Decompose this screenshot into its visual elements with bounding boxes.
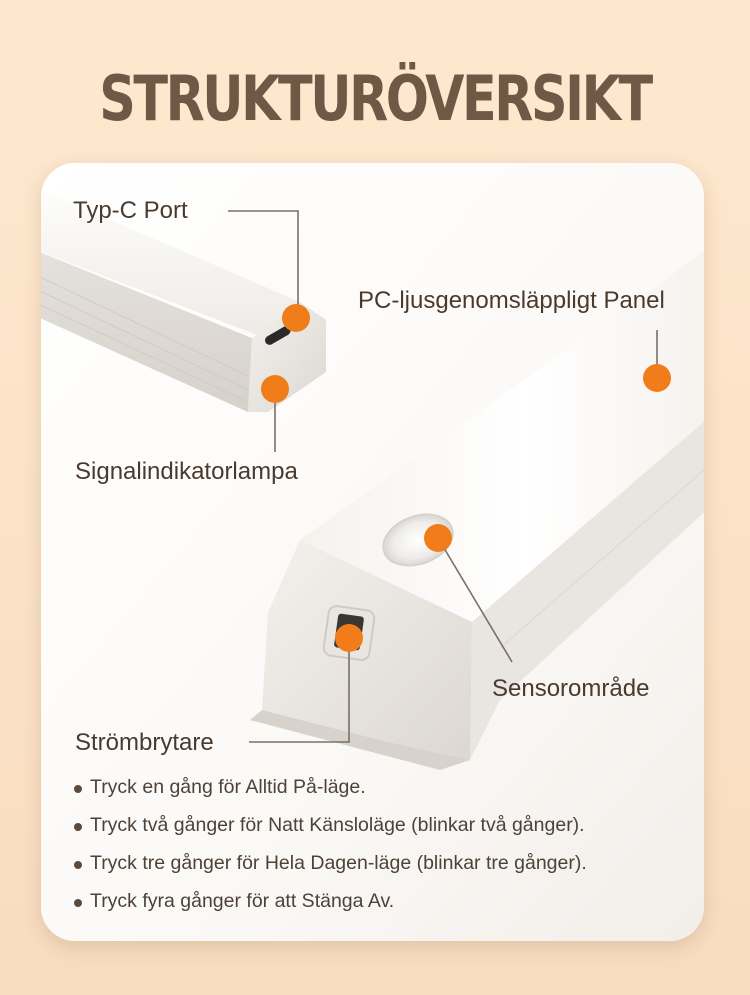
label-power-switch: Strömbrytare — [75, 729, 214, 756]
label-typec-port: Typ-C Port — [73, 197, 188, 224]
marker-dot-icon — [282, 304, 310, 332]
list-item: Tryck tre gånger för Hela Dagen-läge (blinkar tre gånger). — [74, 844, 587, 882]
marker-dot-icon — [335, 624, 363, 652]
label-signal-lamp: Signalindikatorlampa — [75, 458, 298, 485]
page-title: STRUKTURÖVERSIKT — [99, 62, 651, 135]
marker-dot-icon — [424, 524, 452, 552]
list-item: Tryck två gånger för Natt Känsloläge (blinkar två gånger). — [74, 806, 587, 844]
marker-dot-icon — [261, 375, 289, 403]
instruction-list — [74, 768, 587, 920]
list-item: Tryck en gång för Alltid På-läge. — [74, 768, 587, 806]
list-item: Tryck fyra gånger för att Stänga Av. — [74, 882, 587, 920]
label-pc-panel: PC-ljusgenomsläppligt Panel — [358, 287, 665, 314]
label-sensor-area: Sensorområde — [492, 675, 650, 702]
marker-dot-icon — [643, 364, 671, 392]
